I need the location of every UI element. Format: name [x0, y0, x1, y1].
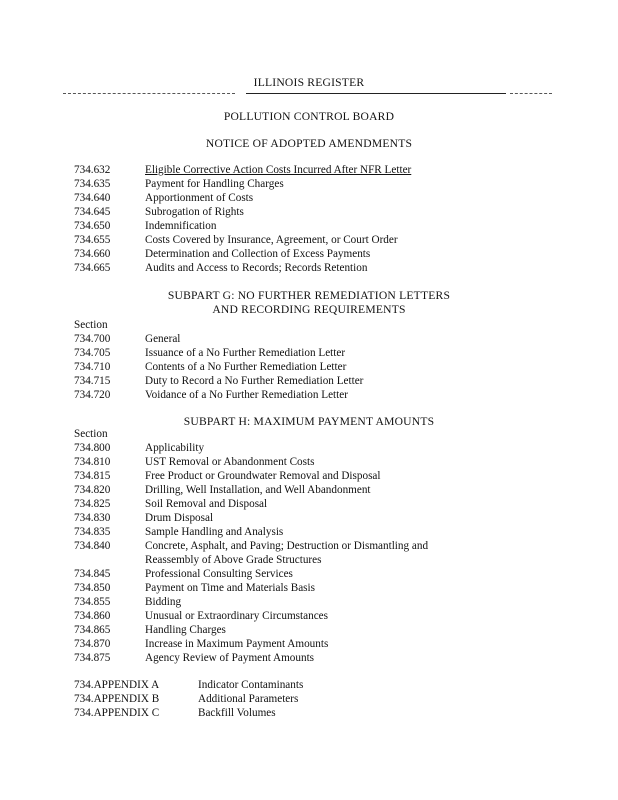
section-title: Concrete, Asphalt, and Paving; Destruction or Dismantling and	[145, 540, 429, 552]
appendix-title: Additional Parameters	[198, 693, 299, 705]
section-title: Drilling, Well Installation, and Well Abandonment	[145, 484, 371, 496]
subpart-g-heading-line2: AND RECORDING REQUIREMENTS	[212, 303, 406, 316]
section-title: Determination and Collection of Excess Payments	[145, 248, 371, 260]
section-number: 734.632	[74, 164, 111, 176]
header-rule-left	[63, 93, 235, 94]
section-title: Duty to Record a No Further Remediation Letter	[145, 375, 364, 387]
section-title: Sample Handling and Analysis	[145, 526, 284, 538]
section-title: Drum Disposal	[145, 512, 214, 524]
section-column-label: Section	[74, 428, 108, 440]
section-number: 734.650	[74, 220, 111, 232]
section-number: 734.825	[74, 498, 111, 510]
section-title: Issuance of a No Further Remediation Letter	[145, 347, 346, 359]
section-title: Professional Consulting Services	[145, 568, 293, 580]
section-title: General	[145, 333, 181, 345]
section-column-label: Section	[74, 319, 108, 331]
section-title: Soil Removal and Disposal	[145, 498, 268, 510]
appendix-number: 734.APPENDIX C	[74, 707, 160, 719]
notice-title: NOTICE OF ADOPTED AMENDMENTS	[205, 137, 413, 150]
section-title: Increase in Maximum Payment Amounts	[145, 638, 329, 650]
section-number: 734.655	[74, 234, 111, 246]
section-title: Agency Review of Payment Amounts	[145, 652, 315, 664]
section-title: Unusual or Extraordinary Circumstances	[145, 610, 328, 622]
section-number: 734.665	[74, 262, 111, 274]
section-number: 734.800	[74, 442, 111, 454]
appendix-title: Backfill Volumes	[198, 707, 276, 719]
section-number: 734.845	[74, 568, 111, 580]
section-title: Apportionment of Costs	[145, 192, 254, 204]
section-title-continued: Reassembly of Above Grade Structures	[145, 554, 322, 566]
section-number: 734.720	[74, 389, 111, 401]
header-rule-right	[510, 93, 552, 94]
section-title: Subrogation of Rights	[145, 206, 244, 218]
subpart-h-heading: SUBPART H: MAXIMUM PAYMENT AMOUNTS	[183, 415, 435, 428]
register-title: ILLINOIS REGISTER	[253, 76, 365, 89]
section-title: Free Product or Groundwater Removal and Disposal	[145, 470, 381, 482]
section-number: 734.830	[74, 512, 111, 524]
subpart-g-heading: SUBPART G: NO FURTHER REMEDIATION LETTERS	[167, 289, 451, 302]
appendix-number: 734.APPENDIX B	[74, 693, 160, 705]
section-number: 734.705	[74, 347, 111, 359]
section-title: Bidding	[145, 596, 182, 608]
section-number: 734.850	[74, 582, 111, 594]
section-number: 734.840	[74, 540, 111, 552]
appendix-number: 734.APPENDIX A	[74, 679, 160, 691]
header-rule-main	[246, 93, 506, 94]
section-title: Applicability	[145, 442, 205, 454]
section-number: 734.870	[74, 638, 111, 650]
section-title: Handling Charges	[145, 624, 226, 636]
section-number: 734.875	[74, 652, 111, 664]
section-title: Eligible Corrective Action Costs Incurred After NFR Letter	[145, 164, 412, 176]
section-number: 734.660	[74, 248, 111, 260]
section-title: Audits and Access to Records; Records Retention	[145, 262, 368, 274]
section-number: 734.835	[74, 526, 111, 538]
section-number: 734.640	[74, 192, 111, 204]
section-title: Costs Covered by Insurance, Agreement, or Court Order	[145, 234, 398, 246]
section-number: 734.710	[74, 361, 111, 373]
section-number: 734.645	[74, 206, 111, 218]
section-number: 734.815	[74, 470, 111, 482]
section-title: Contents of a No Further Remediation Letter	[145, 361, 347, 373]
section-number: 734.635	[74, 178, 111, 190]
section-number: 734.700	[74, 333, 111, 345]
section-title: UST Removal or Abandonment Costs	[145, 456, 315, 468]
section-number: 734.820	[74, 484, 111, 496]
section-title: Payment for Handling Charges	[145, 178, 284, 190]
section-title: Payment on Time and Materials Basis	[145, 582, 315, 594]
section-title: Voidance of a No Further Remediation Letter	[145, 389, 348, 401]
section-number: 734.810	[74, 456, 111, 468]
board-title: POLLUTION CONTROL BOARD	[223, 110, 395, 123]
section-title: Indemnification	[145, 220, 217, 232]
section-number: 734.715	[74, 375, 111, 387]
section-number: 734.860	[74, 610, 111, 622]
section-number: 734.855	[74, 596, 111, 608]
section-number: 734.865	[74, 624, 111, 636]
appendix-title: Indicator Contaminants	[198, 679, 304, 691]
